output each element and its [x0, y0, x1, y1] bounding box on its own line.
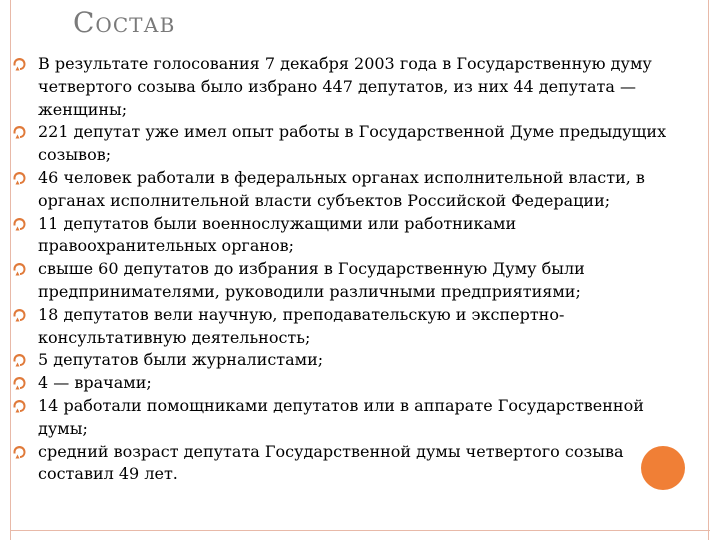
list-item	[12, 121, 692, 167]
fleuron-icon	[12, 262, 27, 277]
frame-right-line	[708, 0, 709, 540]
list-item-text: средний возраст депутата Государственной думы четвертого созыва составил 49 лет.	[38, 441, 624, 484]
list-item-text: 221 депутат уже имел опыт работы в Государственной Думе предыдущих созывов;	[38, 122, 667, 165]
fleuron-icon	[12, 399, 27, 414]
fleuron-icon	[12, 217, 27, 232]
fleuron-icon	[12, 125, 27, 140]
list-item	[12, 395, 692, 441]
fleuron-icon	[12, 376, 27, 391]
frame-left-line	[10, 0, 11, 540]
fleuron-icon	[12, 308, 27, 323]
list-item	[12, 441, 692, 487]
list-item	[12, 304, 692, 350]
list-item-text: 14 работали помощниками депутатов или в аппарате Государственной думы;	[38, 395, 644, 438]
fleuron-icon	[12, 57, 27, 72]
list-item	[12, 349, 692, 372]
decorative-circle	[641, 446, 685, 490]
list-item	[12, 372, 692, 395]
list-item-text: свыше 60 депутатов до избрания в Государственную Думу были предпринимателями, руководили различными предприятиями;	[38, 259, 585, 301]
fleuron-icon	[12, 353, 27, 368]
list-item	[12, 213, 692, 259]
list-item	[12, 258, 692, 304]
list-item-text: 46 человек работали в федеральных органах исполнительной власти, в органах исполнительной власти субъектов Российской Федерации;	[38, 167, 645, 210]
bullet-list	[12, 53, 692, 486]
list-item-text: 18 депутатов вели научную, преподавательскую и экспертно-консультативную деятельность;	[38, 304, 565, 347]
list-item-text: В результате голосования 7 декабря 2003 года в Государственную думу четвертого созыва было избрано 447 депутатов, из них 44 депутата — женщины;	[38, 54, 652, 119]
fleuron-icon	[12, 171, 27, 186]
list-item-text: 5 депутатов были журналистами;	[38, 350, 324, 370]
list-item-text: 4 — врачами;	[38, 373, 152, 393]
list-item-text: 11 депутатов были военнослужащими или работниками правоохранительных органов;	[38, 213, 517, 256]
fleuron-icon	[12, 445, 27, 460]
slide-title: Состав	[73, 6, 176, 39]
list-item	[12, 53, 692, 121]
list-item	[12, 167, 692, 213]
frame-bottom-line	[10, 530, 710, 531]
